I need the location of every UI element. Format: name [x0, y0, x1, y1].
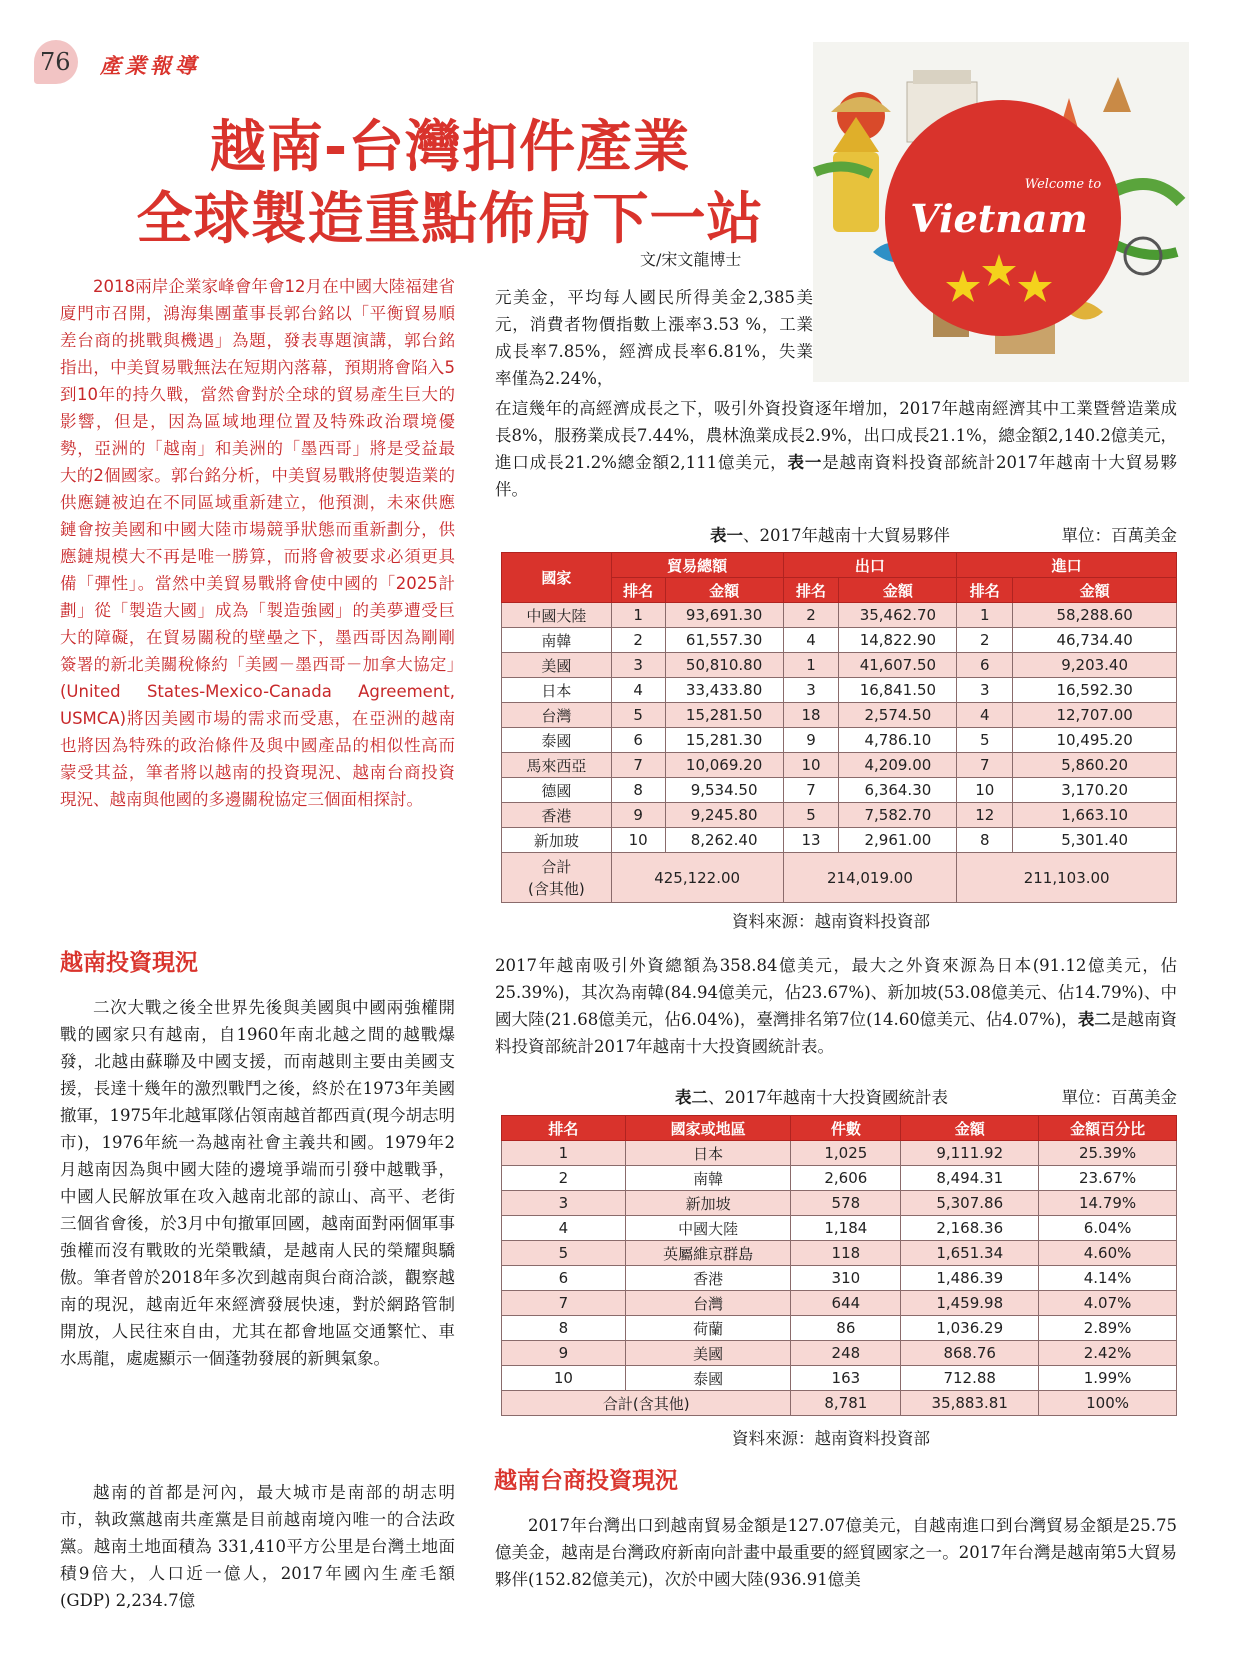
article-title: [90, 112, 810, 256]
table-row: [502, 628, 1177, 653]
table2-title: [675, 1084, 948, 1108]
table-cell: 12,707.00: [1013, 703, 1177, 728]
intro-paragraph: 2018兩岸企業家峰會年會12月在中國大陸福建省廈門市召開，鴻海集團董事長郭台銘以「平衡貿易順差台商的挑戰與機遇」為題，發表專題演講，郭台銘指出，中美貿易戰無法在短期內落幕，預期將會陷入5到10年的持久戰，當然會對於全球的貿易產生巨大的影響，但是，因為區域地理位置及特殊政治環境優勢，亞洲的「越南」和美洲的「墨西哥」將是受益最大的2個國家。郭台銘分析，中美貿易戰將使製造業的供應鏈被迫在不同區域重新建立，他預測，未來供應鏈會按美國和中國大陸市場競爭狀態而重新劃分，供應鏈規模大不再是唯一勝算，而將會被要求必須更具備「彈性」。當然中美貿易戰將會使中國的「2025計劃」從「製造大國」成為「製造強國」的美夢遭受巨大的障礙，在貿易關稅的壁壘之下，墨西哥因為剛剛簽署的新北美關稅條約「美國－墨西哥－加拿大協定」(United States-Mexico-Canada Agreement, USMCA)將因美國市場的需求而受惠，在亞洲的越南也將因為特殊的政治條件及與中國產品的相似性高而蒙受其益，筆者將以越南的投資現況、越南台商投資現況、越南與他國的多邊關稅協定三個面相探討。: [60, 277, 455, 809]
table2-reference: 表二: [1077, 1010, 1111, 1029]
table-cell: 馬來西亞: [502, 753, 612, 778]
table-cell: 荷蘭: [625, 1316, 791, 1341]
table-cell: 9,111.92: [901, 1141, 1039, 1166]
table-cell: 8,262.40: [665, 828, 783, 853]
table-cell: 23.67%: [1039, 1166, 1177, 1191]
body-paragraph-taiwan-trade: 2017年台灣出口到越南貿易金額是127.07億美元，自越南進口到台灣貿易金額是25.75億美金，越南是台灣政府新南向計畫中最重要的經貿國家之一。2017年台灣是越南第5大貿易夥伴(152.82億美元)，次於中國大陸(936.91億美: [495, 1516, 1177, 1589]
table-row: [502, 703, 1177, 728]
table-cell: 2,574.50: [839, 703, 957, 728]
table-cell: 2: [783, 603, 839, 628]
table-cell: 6: [502, 1266, 626, 1291]
table-cell: 578: [791, 1191, 901, 1216]
table-cell: 2.42%: [1039, 1341, 1177, 1366]
table-cell: 1,036.29: [901, 1316, 1039, 1341]
table-cell: 1.99%: [1039, 1366, 1177, 1391]
table-row: [502, 1141, 1177, 1166]
table-cell: 美國: [502, 653, 612, 678]
table-cell: 台灣: [625, 1291, 791, 1316]
table-cell: 1,184: [791, 1216, 901, 1241]
table-cell: 7: [957, 753, 1013, 778]
fdi-text-end: 是越南資料投資部統計2017年越南十大投資國統計表。: [495, 1010, 1177, 1056]
table-cell: 4: [957, 703, 1013, 728]
table-cell: 8,494.31: [901, 1166, 1039, 1191]
table-row: [502, 653, 1177, 678]
table-cell: 中國大陸: [502, 603, 612, 628]
table-cell: 6: [957, 653, 1013, 678]
table-cell: 德國: [502, 778, 612, 803]
table2-total-label: 合計(含其他): [502, 1391, 791, 1416]
table-cell: 香港: [625, 1266, 791, 1291]
table1-header-total: 貿易總額: [611, 553, 783, 578]
table-cell: 日本: [502, 678, 612, 703]
table1-title: [710, 522, 950, 546]
table2-source: 資料來源：越南資料投資部: [732, 1429, 930, 1448]
table-cell: 6: [611, 728, 665, 753]
investment-countries-table: [501, 1115, 1177, 1416]
table-cell: 310: [791, 1266, 901, 1291]
table-cell: 日本: [625, 1141, 791, 1166]
table-cell: 2: [502, 1166, 626, 1191]
table-cell: 4: [783, 628, 839, 653]
table2-title-rest: 、2017年越南十大投資國統計表: [708, 1088, 948, 1107]
table-cell: 46,734.40: [1013, 628, 1177, 653]
table-row: [502, 1366, 1177, 1391]
table-cell: 14,822.90: [839, 628, 957, 653]
table-cell: 2,606: [791, 1166, 901, 1191]
table-cell: 4.14%: [1039, 1266, 1177, 1291]
vietnam-illustration: [813, 42, 1189, 382]
fdi-text: 2017年越南吸引外資總額為358.84億美元，最大之外資來源為日本(91.12億美元，佔25.39%)，其次為南韓(84.94億美元，佔23.67%)、新加坡(53.08億美元、佔14.79%)、中國大陸(21.68億美元，佔6.04%)，臺灣排名第7位(14.60億美元、佔4.07%)，: [495, 956, 1177, 1029]
table-cell: 33,433.80: [665, 678, 783, 703]
table-cell: 5,301.40: [1013, 828, 1177, 853]
growth-text-end: 是越南資料投資部統計2017年越南十大貿易夥伴。: [495, 453, 1177, 499]
table-cell: 3: [502, 1191, 626, 1216]
table-row: [502, 603, 1177, 628]
total-label-line2: (含其他): [528, 879, 585, 898]
table-cell: 5: [502, 1241, 626, 1266]
table2-total-row: [502, 1391, 1177, 1416]
table1-source: 資料來源：越南資料投資部: [732, 912, 930, 931]
table-cell: 5,307.86: [901, 1191, 1039, 1216]
table-cell: 3,170.20: [1013, 778, 1177, 803]
table-cell: 5: [957, 728, 1013, 753]
table1-total-import: 211,103.00: [957, 853, 1177, 903]
table-cell: 10,069.20: [665, 753, 783, 778]
table-cell: 香港: [502, 803, 612, 828]
table-cell: 4: [502, 1216, 626, 1241]
table-cell: 10,495.20: [1013, 728, 1177, 753]
table-row: [502, 1291, 1177, 1316]
table-cell: 7: [502, 1291, 626, 1316]
growth-text: 在這幾年的高經濟成長之下，吸引外資投資逐年增加，2017年越南經濟其中工業暨營造業成長8%，服務業成長7.44%，農林漁業成長2.9%，出口成長21.1%，總金額2,140.2億美元，進口成長21.2%總金額2,111億美元，: [495, 399, 1177, 472]
table-cell: 7: [783, 778, 839, 803]
table-cell: 9: [502, 1341, 626, 1366]
table-cell: 9: [783, 728, 839, 753]
table2-header-percent: 金額百分比: [1039, 1116, 1177, 1141]
table-cell: 3: [957, 678, 1013, 703]
body-paragraph-economy: 元美金，平均每人國民所得美金2,385美元，消費者物價指數上漲率3.53 %，工業成長率7.85%，經濟成長率6.81%，失業率僅為2.24%，: [495, 288, 813, 388]
heading-vietnam-investment: 越南投資現況: [60, 950, 198, 976]
table-cell: 1,486.39: [901, 1266, 1039, 1291]
table-row: [502, 1216, 1177, 1241]
table-cell: 644: [791, 1291, 901, 1316]
table-cell: 5,860.20: [1013, 753, 1177, 778]
table-cell: 35,462.70: [839, 603, 957, 628]
table2-title-bold: 表二: [675, 1088, 708, 1107]
table-cell: 2,168.36: [901, 1216, 1039, 1241]
table-cell: 新加坡: [625, 1191, 791, 1216]
trade-partners-table: [501, 552, 1177, 903]
table1-header-import: 進口: [957, 553, 1177, 578]
table-cell: 1: [783, 653, 839, 678]
table-cell: 712.88: [901, 1366, 1039, 1391]
table1-title-bold: 表一: [710, 526, 743, 545]
table-cell: 6,364.30: [839, 778, 957, 803]
table-row: [502, 803, 1177, 828]
table-cell: 16,841.50: [839, 678, 957, 703]
table-cell: 4: [611, 678, 665, 703]
table1-total-row: [502, 853, 1177, 903]
title-line-2: 全球製造重點佈局下一站: [136, 187, 764, 252]
table1-header-export: 出口: [783, 553, 957, 578]
title-line-1: 越南-台灣扣件產業: [209, 115, 691, 180]
table1-unit: 單位：百萬美金: [1061, 526, 1177, 545]
table-cell: 2,961.00: [839, 828, 957, 853]
vietnam-text: Vietnam: [910, 196, 1088, 241]
table-row: [502, 1266, 1177, 1291]
table-row: [502, 678, 1177, 703]
table-row: [502, 1316, 1177, 1341]
table2-total-amount: 35,883.81: [901, 1391, 1039, 1416]
section-label: 產業報導: [100, 54, 200, 78]
table-cell: 118: [791, 1241, 901, 1266]
table-cell: 台灣: [502, 703, 612, 728]
body-paragraph-history: 二次大戰之後全世界先後與美國與中國兩強權開戰的國家只有越南，自1960年南北越之間的越戰爆發，北越由蘇聯及中國支援，而南越則主要由美國支援，長達十幾年的激烈戰鬥之後，終於在1973年美國撤軍，1975年北越軍隊佔領南越首都西貢(現今胡志明市)，1976年統一為越南社會主義共和國。1979年2月越南因為與中國大陸的邊境爭端而引發中越戰爭，中國人民解放軍在攻入越南北部的諒山、高平、老街三個省會後，於3月中旬撤軍回國，越南面對兩個軍事強權而沒有戰敗的光榮戰績，是越南人民的榮耀與驕傲。筆者曾於2018年多次到越南與台商洽談，觀察越南的現況，越南近年來經濟發展快速，對於網路管制開放，人民往來自由，尤其在都會地區交通繁忙、車水馬龍，處處顯示一個蓬勃發展的新興氣象。: [60, 998, 455, 1368]
table1-header-amount: 金額: [1013, 578, 1177, 603]
table-cell: 15,281.50: [665, 703, 783, 728]
table1-total-export: 214,019.00: [783, 853, 957, 903]
table-cell: 8: [957, 828, 1013, 853]
table-cell: 7: [611, 753, 665, 778]
table-cell: 1,459.98: [901, 1291, 1039, 1316]
table-cell: 8: [502, 1316, 626, 1341]
table-cell: 9: [611, 803, 665, 828]
vietnam-illustration-graphic: [813, 42, 1189, 382]
table1-reference: 表一: [787, 453, 823, 472]
table-cell: 868.76: [901, 1341, 1039, 1366]
author-byline: 文/宋文龍博士: [640, 250, 742, 269]
table-cell: 新加玻: [502, 828, 612, 853]
table-cell: 泰國: [502, 728, 612, 753]
body-paragraph-capital: 越南的首都是河內，最大城市是南部的胡志明市，執政黨越南共產黨是目前越南境內唯一的合法政黨。越南土地面積為 331,410平方公里是台灣土地面積9倍大，人口近一億人，2017年國內生產毛額(GDP) 2,234.7億: [60, 1483, 455, 1610]
table-cell: 1,663.10: [1013, 803, 1177, 828]
table-row: [502, 753, 1177, 778]
table-cell: 7,582.70: [839, 803, 957, 828]
table-row: [502, 1166, 1177, 1191]
table1-header-rank: 排名: [611, 578, 665, 603]
table2-header-count: 件數: [791, 1116, 901, 1141]
table-cell: 4,786.10: [839, 728, 957, 753]
table-cell: 58,288.60: [1013, 603, 1177, 628]
table-cell: 25.39%: [1039, 1141, 1177, 1166]
table-cell: 1: [957, 603, 1013, 628]
table-cell: 15,281.30: [665, 728, 783, 753]
table-cell: 5: [611, 703, 665, 728]
table2-total-percent: 100%: [1039, 1391, 1177, 1416]
table-cell: 泰國: [625, 1366, 791, 1391]
table-cell: 61,557.30: [665, 628, 783, 653]
table1-header-rank: 排名: [783, 578, 839, 603]
table-cell: 10: [611, 828, 665, 853]
table2-header-country: 國家或地區: [625, 1116, 791, 1141]
table-cell: 5: [783, 803, 839, 828]
table-cell: 9,203.40: [1013, 653, 1177, 678]
heading-taiwan-investment: 越南台商投資現況: [494, 1468, 678, 1494]
table-cell: 6.04%: [1039, 1216, 1177, 1241]
table-cell: 1,651.34: [901, 1241, 1039, 1266]
table-cell: 英屬維京群島: [625, 1241, 791, 1266]
table-cell: 南韓: [625, 1166, 791, 1191]
table-row: [502, 778, 1177, 803]
table-cell: 1: [611, 603, 665, 628]
table-cell: 10: [957, 778, 1013, 803]
table-cell: 86: [791, 1316, 901, 1341]
table2-header-amount: 金額: [901, 1116, 1039, 1141]
table1-title-rest: 、2017年越南十大貿易夥伴: [743, 526, 950, 545]
page-number: 76: [40, 48, 71, 76]
table1-header-rank: 排名: [957, 578, 1013, 603]
table-cell: 4.60%: [1039, 1241, 1177, 1266]
table-cell: 2: [957, 628, 1013, 653]
table-row: [502, 1191, 1177, 1216]
table-cell: 9,534.50: [665, 778, 783, 803]
table1-total-label: [502, 853, 612, 903]
table2-unit: 單位：百萬美金: [1061, 1088, 1177, 1107]
table1-header-amount: 金額: [839, 578, 957, 603]
table1-header-country: 國家: [502, 553, 612, 603]
table-cell: 50,810.80: [665, 653, 783, 678]
table-cell: 12: [957, 803, 1013, 828]
table-row: [502, 1341, 1177, 1366]
table-cell: 2: [611, 628, 665, 653]
table-cell: 10: [502, 1366, 626, 1391]
table-cell: 2.89%: [1039, 1316, 1177, 1341]
table-cell: 3: [783, 678, 839, 703]
table-cell: 163: [791, 1366, 901, 1391]
table1-total-trade: 425,122.00: [611, 853, 783, 903]
table2-total-count: 8,781: [791, 1391, 901, 1416]
welcome-text: Welcome to: [1024, 177, 1102, 192]
total-label-line1: 合計: [541, 857, 572, 876]
body-paragraph-fdi: [495, 952, 1177, 1060]
table-cell: 南韓: [502, 628, 612, 653]
table-cell: 美國: [625, 1341, 791, 1366]
table-cell: 248: [791, 1341, 901, 1366]
table2-header-rank: 排名: [502, 1116, 626, 1141]
table-cell: 10: [783, 753, 839, 778]
table-cell: 3: [611, 653, 665, 678]
table-cell: 1: [502, 1141, 626, 1166]
table-cell: 93,691.30: [665, 603, 783, 628]
body-paragraph-growth: [495, 395, 1177, 503]
table-row: [502, 728, 1177, 753]
table-cell: 8: [611, 778, 665, 803]
table-cell: 9,245.80: [665, 803, 783, 828]
table-cell: 1,025: [791, 1141, 901, 1166]
table-row: [502, 1241, 1177, 1266]
table-cell: 4,209.00: [839, 753, 957, 778]
table-cell: 41,607.50: [839, 653, 957, 678]
table-cell: 4.07%: [1039, 1291, 1177, 1316]
table-cell: 18: [783, 703, 839, 728]
table-cell: 中國大陸: [625, 1216, 791, 1241]
table-cell: 16,592.30: [1013, 678, 1177, 703]
table-cell: 13: [783, 828, 839, 853]
table-row: [502, 828, 1177, 853]
table-cell: 14.79%: [1039, 1191, 1177, 1216]
table1-header-amount: 金額: [665, 578, 783, 603]
